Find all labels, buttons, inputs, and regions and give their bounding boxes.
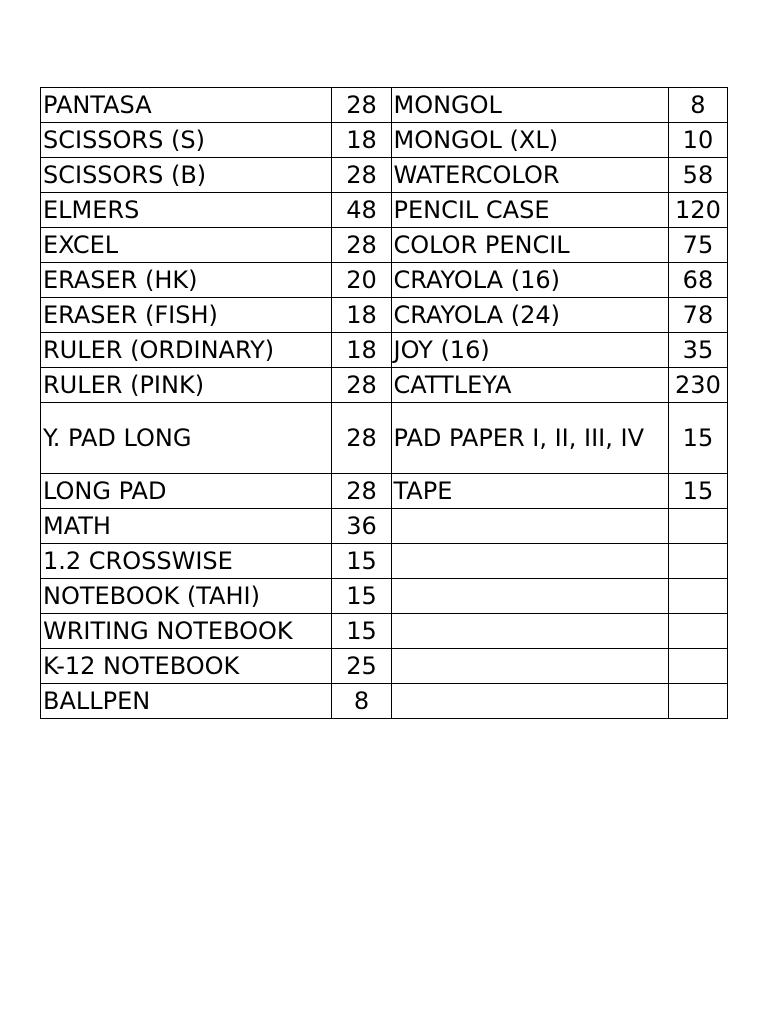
item-price-right [668, 649, 727, 684]
item-price-right: 8 [668, 88, 727, 123]
table-row [41, 158, 728, 193]
item-price-left: 28 [332, 474, 391, 509]
table-row [41, 263, 728, 298]
item-name-right: MONGOL (XL) [391, 123, 668, 158]
item-price-left: 15 [332, 579, 391, 614]
item-name-left: EXCEL [41, 228, 332, 263]
item-name-left: MATH [41, 509, 332, 544]
item-price-right: 75 [668, 228, 727, 263]
table-row [41, 403, 728, 474]
item-price-left: 36 [332, 509, 391, 544]
item-price-right: 58 [668, 158, 727, 193]
item-name-right: WATERCOLOR [391, 158, 668, 193]
item-price-right [668, 579, 727, 614]
item-price-right: 68 [668, 263, 727, 298]
item-name-right: JOY (16) [391, 333, 668, 368]
item-name-left: K-12 NOTEBOOK [41, 649, 332, 684]
table-row [41, 333, 728, 368]
item-price-right [668, 509, 727, 544]
item-price-right: 120 [668, 193, 727, 228]
item-price-right: 78 [668, 298, 727, 333]
item-price-left: 20 [332, 263, 391, 298]
item-name-left: ELMERS [41, 193, 332, 228]
item-name-left: 1.2 CROSSWISE [41, 544, 332, 579]
item-price-left: 28 [332, 403, 391, 474]
item-price-left: 8 [332, 684, 391, 719]
table-row [41, 88, 728, 123]
item-name-left: RULER (PINK) [41, 368, 332, 403]
item-price-left: 15 [332, 544, 391, 579]
item-name-left: LONG PAD [41, 474, 332, 509]
item-name-right [391, 649, 668, 684]
item-price-left: 25 [332, 649, 391, 684]
item-name-left: RULER (ORDINARY) [41, 333, 332, 368]
item-price-right [668, 614, 727, 649]
table-row [41, 649, 728, 684]
item-name-right: COLOR PENCIL [391, 228, 668, 263]
item-name-left: ERASER (FISH) [41, 298, 332, 333]
item-price-left: 48 [332, 193, 391, 228]
table-row [41, 228, 728, 263]
item-name-left: WRITING NOTEBOOK [41, 614, 332, 649]
price-list-table [40, 87, 728, 719]
item-name-right: TAPE [391, 474, 668, 509]
table-row [41, 509, 728, 544]
table-row [41, 579, 728, 614]
item-name-left: SCISSORS (S) [41, 123, 332, 158]
item-name-left: PANTASA [41, 88, 332, 123]
item-name-left: SCISSORS (B) [41, 158, 332, 193]
item-name-right [391, 544, 668, 579]
item-name-right: CRAYOLA (16) [391, 263, 668, 298]
item-price-right: 35 [668, 333, 727, 368]
item-name-right [391, 579, 668, 614]
table-row [41, 368, 728, 403]
price-list-body [41, 88, 728, 719]
table-row [41, 544, 728, 579]
item-name-left: BALLPEN [41, 684, 332, 719]
item-price-right [668, 684, 727, 719]
item-price-left: 28 [332, 158, 391, 193]
table-row [41, 614, 728, 649]
item-price-left: 28 [332, 228, 391, 263]
item-name-right: PAD PAPER I, II, III, IV [391, 403, 668, 474]
item-name-right [391, 509, 668, 544]
item-name-right: CRAYOLA (24) [391, 298, 668, 333]
item-price-right [668, 544, 727, 579]
table-row [41, 298, 728, 333]
table-row [41, 193, 728, 228]
item-price-left: 18 [332, 333, 391, 368]
table-row [41, 474, 728, 509]
item-name-left: Y. PAD LONG [41, 403, 332, 474]
item-price-left: 15 [332, 614, 391, 649]
table-row [41, 123, 728, 158]
item-name-left: ERASER (HK) [41, 263, 332, 298]
item-name-right: CATTLEYA [391, 368, 668, 403]
item-price-left: 28 [332, 88, 391, 123]
item-price-right: 230 [668, 368, 727, 403]
item-name-right [391, 684, 668, 719]
table-row [41, 684, 728, 719]
item-name-right: PENCIL CASE [391, 193, 668, 228]
item-price-right: 10 [668, 123, 727, 158]
item-name-left: NOTEBOOK (TAHI) [41, 579, 332, 614]
item-name-right: MONGOL [391, 88, 668, 123]
item-price-left: 18 [332, 298, 391, 333]
item-price-left: 18 [332, 123, 391, 158]
item-name-right [391, 614, 668, 649]
item-price-right: 15 [668, 403, 727, 474]
item-price-right: 15 [668, 474, 727, 509]
item-price-left: 28 [332, 368, 391, 403]
